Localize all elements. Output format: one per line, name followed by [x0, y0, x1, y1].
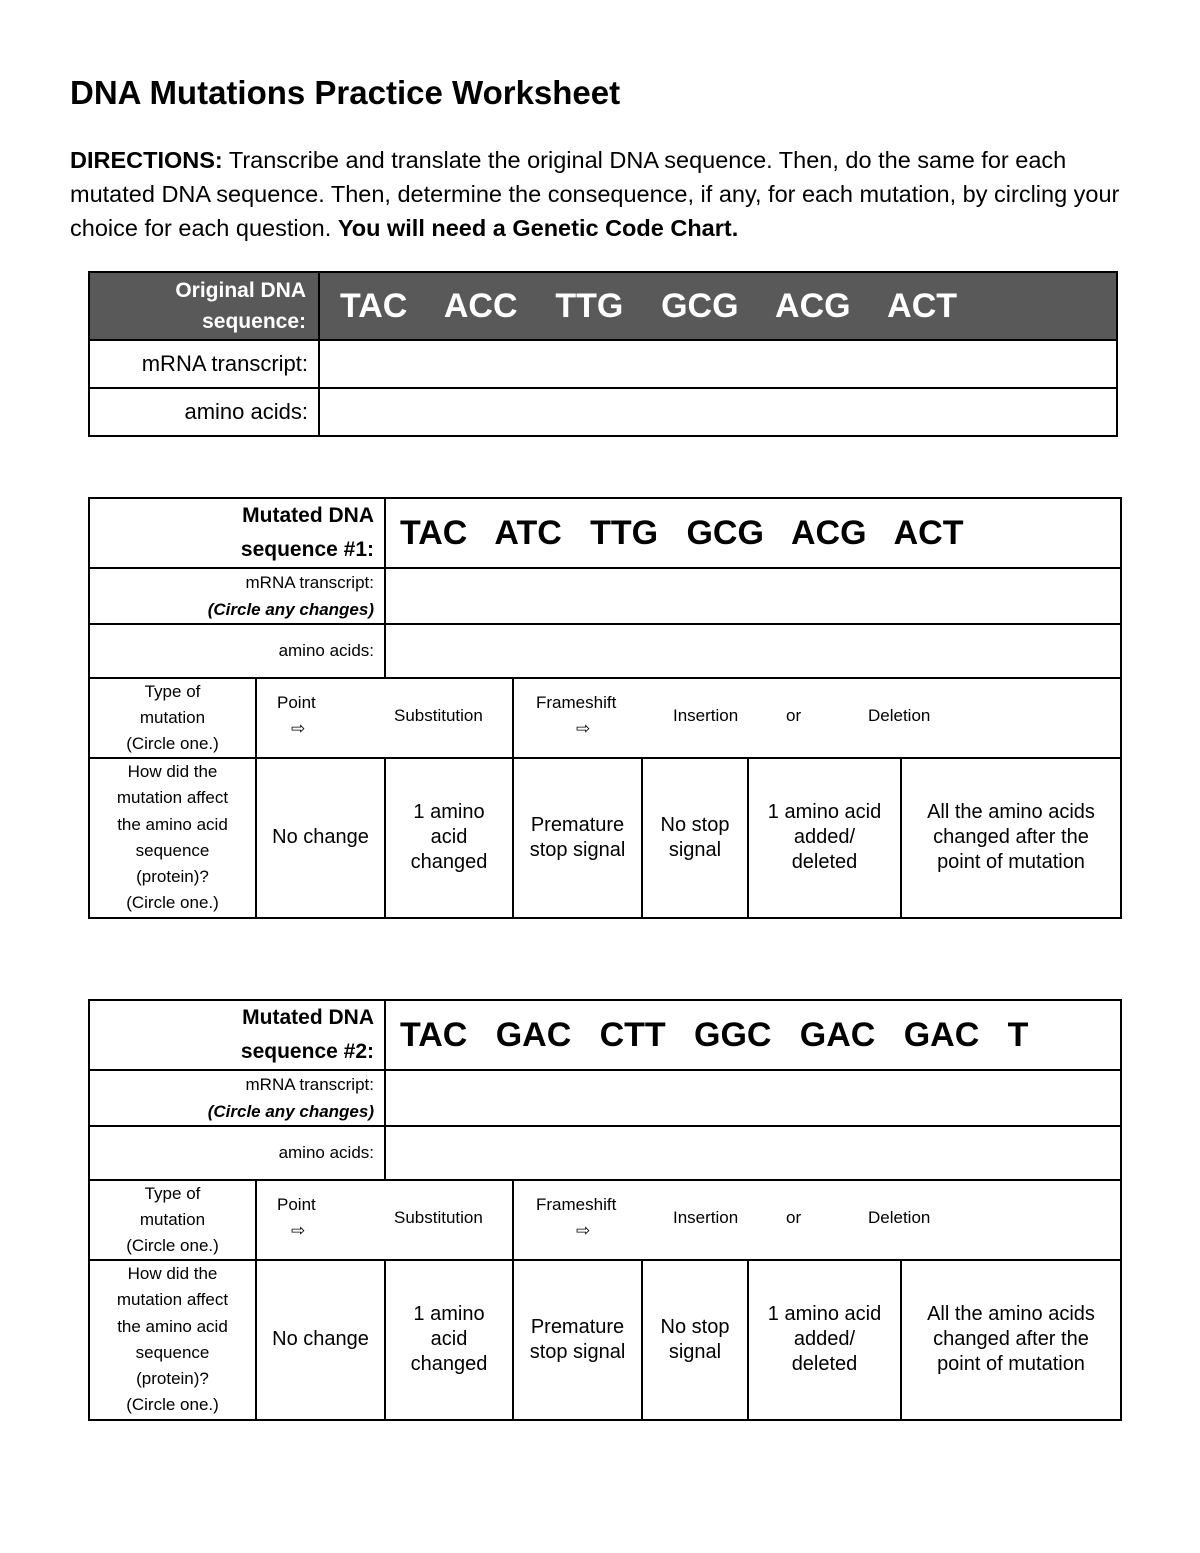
option-one-amino-acid-changed[interactable] [385, 758, 513, 918]
original-label-line1: Original DNA [175, 279, 306, 302]
option-no-change[interactable] [256, 1260, 385, 1420]
page-title: DNA Mutations Practice Worksheet [70, 74, 621, 111]
effect-row [89, 758, 1121, 918]
effect-question-label [89, 758, 256, 918]
effect-label-line: mutation affect [116, 788, 229, 808]
type-label-line: mutation [139, 708, 206, 727]
option-line: No stop [660, 813, 730, 836]
effect-label-line: How did the [127, 1264, 218, 1283]
mutation-type-label [89, 678, 256, 758]
insertion-option[interactable]: Insertion [673, 1208, 739, 1227]
option-premature-stop-signal[interactable] [513, 1260, 642, 1420]
original-mrna-label: mRNA transcript: [89, 340, 319, 388]
option-line: signal [668, 1340, 722, 1363]
directions-bold-note: You will need a Genetic Code Chart. [337, 215, 739, 241]
effect-label-line: (Circle one.) [126, 893, 219, 913]
directions [70, 143, 1130, 245]
original-mrna-row [89, 340, 1117, 388]
point-substitution-cell [256, 1180, 513, 1260]
option-line: No change [272, 1328, 369, 1351]
mutated-mrna-answer-cell[interactable] [385, 568, 1121, 624]
or-text: or [786, 706, 802, 725]
option-line: added/ [793, 826, 856, 849]
option-no-change[interactable] [256, 758, 385, 918]
option-line: 1 amino acid [767, 801, 882, 824]
mutated-sequence-label [89, 1000, 385, 1070]
effect-label-line: the amino acid [117, 814, 228, 834]
effect-label-line: sequence [135, 840, 210, 860]
mutated-amino-label: amino acids: [89, 1126, 385, 1180]
original-dna-table [88, 271, 1118, 437]
mutated-label-line1: Mutated DNA [242, 1006, 374, 1029]
option-line: All the amino acids [927, 1303, 1095, 1326]
mutated-mrna-answer-cell[interactable] [385, 1070, 1121, 1126]
option-line: point of mutation [937, 1353, 1085, 1376]
frameshift-cell [513, 1180, 1121, 1260]
type-label-line: Type of [144, 682, 201, 701]
point-option[interactable]: Point [277, 1195, 316, 1214]
option-all-changed-after-mutation[interactable] [901, 1260, 1121, 1420]
mutation-table-2 [88, 999, 1122, 1421]
mutated-sequence-row [89, 498, 1121, 568]
option-line: acid [430, 826, 468, 849]
mutated-mrna-row [89, 568, 1121, 624]
option-line: 1 amino [413, 1303, 485, 1326]
option-no-stop-signal[interactable] [642, 758, 748, 918]
deletion-option[interactable]: Deletion [868, 706, 931, 725]
mrna-note: (Circle any changes) [207, 600, 374, 619]
option-line: 1 amino acid [767, 1303, 882, 1326]
mutated-amino-row [89, 1126, 1121, 1180]
option-line: 1 amino [413, 801, 485, 824]
option-all-changed-after-mutation[interactable] [901, 758, 1121, 918]
arrow-icon: ⇨ [291, 719, 306, 738]
insertion-option[interactable]: Insertion [673, 706, 739, 725]
effect-question-label [89, 1260, 256, 1420]
effect-label-line: (Circle one.) [126, 1395, 219, 1415]
arrow-icon: ⇨ [576, 1221, 591, 1240]
option-line: stop signal [529, 838, 626, 861]
mutated-mrna-label [89, 568, 385, 624]
arrow-icon: ⇨ [291, 1221, 306, 1240]
mutated-label-line1: Mutated DNA [242, 504, 374, 527]
option-line: changed after the [933, 1328, 1089, 1351]
mutated-sequence-label [89, 498, 385, 568]
option-line: Premature [530, 813, 625, 836]
original-amino-row [89, 388, 1117, 436]
original-amino-answer-cell[interactable] [319, 388, 1117, 436]
mutation-table-1 [88, 497, 1122, 919]
effect-label-line: (protein)? [136, 867, 209, 887]
frameshift-option[interactable]: Frameshift [536, 1195, 617, 1214]
option-amino-acid-added-deleted[interactable] [748, 758, 901, 918]
option-line: point of mutation [937, 851, 1085, 874]
mutation-type-row [89, 1180, 1121, 1260]
effect-label-line: How did the [127, 762, 218, 781]
directions-label: DIRECTIONS: [70, 147, 223, 173]
mutated-label-line2: sequence #2: [240, 1040, 374, 1063]
directions-text: Transcribe and translate the original DNA sequence. Then, do the same for each mutated DNA sequence. Then, determine the consequence, if any, for each mutation, by circling your choice for each question. [70, 147, 1120, 241]
substitution-option[interactable]: Substitution [394, 1208, 483, 1227]
mutated-amino-row [89, 624, 1121, 678]
point-option[interactable]: Point [277, 693, 316, 712]
mutated-sequence: TAC ATC TTG GCG ACG ACT [385, 498, 1121, 568]
option-line: No change [272, 826, 369, 849]
mutation-type-row [89, 678, 1121, 758]
mutated-sequence-row [89, 1000, 1121, 1070]
option-line: deleted [791, 851, 858, 874]
mutated-amino-label: amino acids: [89, 624, 385, 678]
type-label-line: Type of [144, 1184, 201, 1203]
original-amino-label: amino acids: [89, 388, 319, 436]
mutated-amino-answer-cell[interactable] [385, 1126, 1121, 1180]
mutated-label-line2: sequence #1: [240, 538, 374, 561]
option-line: stop signal [529, 1340, 626, 1363]
option-line: signal [668, 838, 722, 861]
deletion-option[interactable]: Deletion [868, 1208, 931, 1227]
frameshift-option[interactable]: Frameshift [536, 693, 617, 712]
substitution-option[interactable]: Substitution [394, 706, 483, 725]
option-line: Premature [530, 1315, 625, 1338]
effect-label-line: mutation affect [116, 1290, 229, 1310]
effect-label-line: the amino acid [117, 1316, 228, 1336]
mrna-label-text: mRNA transcript: [245, 1075, 374, 1094]
mutated-mrna-row [89, 1070, 1121, 1126]
option-line: acid [430, 1328, 468, 1351]
option-line: changed [410, 1353, 488, 1376]
option-line: No stop [660, 1315, 730, 1338]
type-label-line: (Circle one.) [126, 1236, 219, 1255]
mutated-amino-answer-cell[interactable] [385, 624, 1121, 678]
type-label-line: (Circle one.) [126, 734, 219, 753]
mutated-sequence: TAC GAC CTT GGC GAC GAC T [385, 1000, 1121, 1070]
mrna-label-text: mRNA transcript: [245, 573, 374, 592]
mutation-type-label [89, 1180, 256, 1260]
option-line: All the amino acids [927, 801, 1095, 824]
original-label-line2: sequence: [202, 310, 306, 333]
or-text: or [786, 1208, 802, 1227]
effect-row [89, 1260, 1121, 1420]
option-line: changed after the [933, 826, 1089, 849]
option-line: added/ [793, 1328, 856, 1351]
original-sequence-label [89, 272, 319, 340]
frameshift-cell [513, 678, 1121, 758]
mrna-note: (Circle any changes) [207, 1102, 374, 1121]
effect-label-line: (protein)? [136, 1369, 209, 1389]
option-premature-stop-signal[interactable] [513, 758, 642, 918]
original-sequence-row [89, 272, 1117, 340]
original-sequence: TAC ACC TTG GCG ACG ACT [319, 272, 1117, 340]
point-substitution-cell [256, 678, 513, 758]
option-line: deleted [791, 1353, 858, 1376]
arrow-icon: ⇨ [576, 719, 591, 738]
type-label-line: mutation [139, 1210, 206, 1229]
option-one-amino-acid-changed[interactable] [385, 1260, 513, 1420]
original-mrna-answer-cell[interactable] [319, 340, 1117, 388]
effect-label-line: sequence [135, 1342, 210, 1362]
option-amino-acid-added-deleted[interactable] [748, 1260, 901, 1420]
option-no-stop-signal[interactable] [642, 1260, 748, 1420]
mutated-mrna-label [89, 1070, 385, 1126]
option-line: changed [410, 851, 488, 874]
